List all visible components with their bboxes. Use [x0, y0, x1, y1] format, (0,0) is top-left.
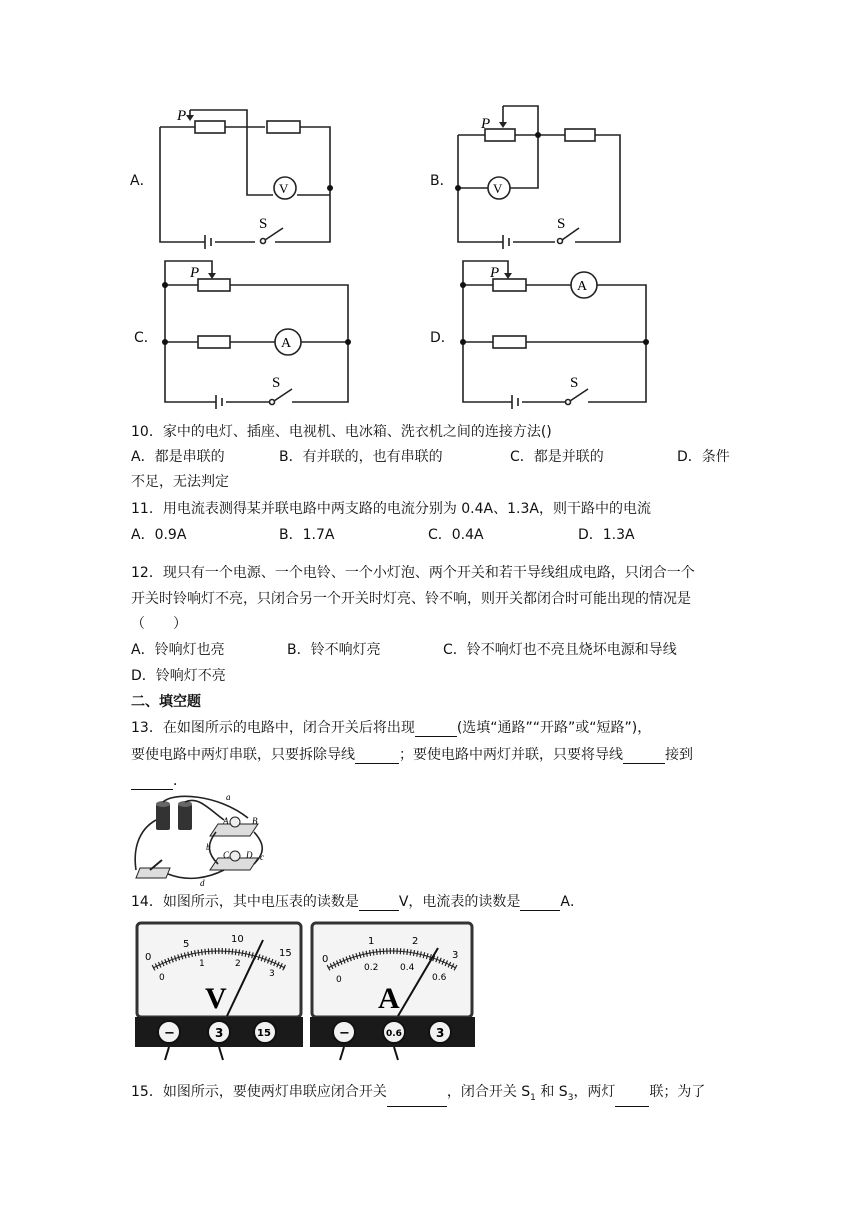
- q10-option-a: A．都是串联的: [131, 449, 225, 465]
- svg-text:10: 10: [231, 934, 244, 945]
- q14-stem: 14．如图所示，其中电压表的读数是 V，电流表的读数是 A．: [131, 894, 584, 910]
- q11-option-c: C．0.4A: [428, 527, 484, 543]
- svg-text:2: 2: [235, 959, 241, 969]
- svg-text:0: 0: [159, 973, 165, 983]
- svg-text:0.4: 0.4: [400, 963, 415, 973]
- svg-text:D: D: [246, 850, 253, 860]
- svg-text:−: −: [164, 1026, 175, 1041]
- voltmeter-figure: [135, 920, 305, 1060]
- svg-text:0: 0: [336, 975, 342, 985]
- q13-stem-line-3: ．: [131, 772, 187, 790]
- q14-blank-voltage[interactable]: [359, 896, 399, 911]
- q12-option-b: B．铃不响灯亮: [287, 642, 381, 658]
- circuit-diagram-a: [155, 100, 345, 250]
- q10-option-c: C．都是并联的: [510, 449, 604, 465]
- svg-text:S: S: [570, 375, 579, 391]
- svg-text:1: 1: [368, 936, 375, 947]
- q11-stem: 11．用电流表测得某并联电路中两支路的电流分别为 0.4A、1.3A，则干路中的电流: [131, 501, 651, 517]
- svg-text:V: V: [205, 982, 227, 1015]
- q12-option-d: D．铃响灯不亮: [131, 668, 226, 684]
- svg-text:0: 0: [145, 952, 152, 963]
- svg-text:A: A: [378, 982, 400, 1015]
- svg-text:5: 5: [183, 939, 190, 950]
- svg-text:0.6: 0.6: [386, 1029, 402, 1039]
- q10-option-d-cont: 不足，无法判定: [131, 474, 229, 490]
- q15-stem: 15．如图所示，要使两灯串联应闭合开关 ，闭合开关 $S_1$ 和 $S_3$，两灯 联；为了: [131, 1083, 705, 1107]
- svg-text:P: P: [177, 108, 187, 124]
- svg-text:A: A: [223, 816, 229, 826]
- option-b-label: B．: [430, 173, 454, 189]
- ammeter-figure: [310, 920, 475, 1060]
- q13-circuit-figure: [128, 790, 278, 890]
- svg-text:S: S: [557, 216, 566, 232]
- q13-blank-1[interactable]: [415, 722, 457, 737]
- svg-text:P: P: [190, 265, 200, 281]
- q13-stem-line-2: 要使电路中两灯串联，只要拆除导线 ；要使电路中两灯并联，只要将导线 接到: [131, 747, 693, 763]
- q10-stem: 10．家中的电灯、插座、电视机、电冰箱、洗衣机之间的连接方法(): [131, 424, 552, 440]
- q13-stem-line-1: 13．在如图所示的电路中，闭合开关后将出现 (选填“通路”“开路”或“短路”)，: [131, 720, 652, 736]
- svg-text:B: B: [252, 816, 258, 826]
- svg-text:V: V: [493, 181, 503, 196]
- svg-text:3: 3: [452, 950, 459, 961]
- circuit-diagram-d: [458, 255, 658, 415]
- svg-text:3: 3: [215, 1026, 224, 1040]
- svg-text:d: d: [200, 878, 205, 888]
- q12-stem-line-3: （ ）: [131, 616, 187, 632]
- svg-text:a: a: [226, 792, 231, 802]
- svg-text:2: 2: [412, 936, 419, 947]
- svg-text:P: P: [481, 116, 491, 132]
- svg-text:15: 15: [257, 1028, 271, 1039]
- q13-blank-2[interactable]: [355, 749, 399, 764]
- svg-text:S: S: [259, 216, 268, 232]
- svg-text:0: 0: [322, 954, 329, 965]
- svg-text:A: A: [577, 279, 588, 294]
- q10-option-b: B．有并联的，也有串联的: [279, 449, 443, 465]
- q15-blank-1[interactable]: [387, 1092, 447, 1107]
- q12-option-a: A．铃响灯也亮: [131, 642, 225, 658]
- svg-text:3: 3: [436, 1026, 445, 1040]
- svg-text:c: c: [260, 852, 264, 862]
- q11-option-d: D．1.3A: [578, 527, 635, 543]
- q12-option-c: C．铃不响灯也不亮且烧坏电源和导线: [443, 642, 677, 658]
- svg-text:P: P: [490, 265, 500, 281]
- q12-stem-line-1: 12．现只有一个电源、一个电铃、一个小灯泡、两个开关和若干导线组成电路，只闭合一个: [131, 565, 695, 581]
- q13-blank-3[interactable]: [623, 749, 665, 764]
- option-c-label: C．: [134, 330, 158, 346]
- svg-text:C: C: [223, 850, 230, 860]
- svg-text:3: 3: [269, 969, 275, 979]
- q15-blank-2[interactable]: [615, 1092, 649, 1107]
- circuit-diagram-c: [160, 255, 360, 415]
- q13-blank-4[interactable]: [131, 775, 173, 790]
- section-title: 二、填空题: [131, 694, 201, 710]
- svg-text:−: −: [339, 1026, 350, 1041]
- circuit-diagram-b: [455, 100, 645, 250]
- q11-option-a: A．0.9A: [131, 527, 187, 543]
- q10-option-d: D．条件: [677, 449, 730, 465]
- svg-text:A: A: [281, 336, 292, 351]
- svg-text:1: 1: [199, 959, 205, 969]
- option-d-label: D．: [430, 330, 455, 346]
- svg-text:0.2: 0.2: [364, 963, 379, 973]
- svg-text:V: V: [279, 181, 289, 196]
- option-a-label: A．: [130, 173, 154, 189]
- svg-text:0.6: 0.6: [432, 973, 447, 983]
- svg-text:b: b: [206, 842, 211, 852]
- q12-stem-line-2: 开关时铃响灯不亮，只闭合另一个开关时灯亮、铃不响，则开关都闭合时可能出现的情况是: [131, 591, 691, 607]
- q11-option-b: B．1.7A: [279, 527, 335, 543]
- q14-blank-current[interactable]: [520, 896, 560, 911]
- svg-text:S: S: [272, 375, 281, 391]
- svg-text:15: 15: [279, 948, 292, 959]
